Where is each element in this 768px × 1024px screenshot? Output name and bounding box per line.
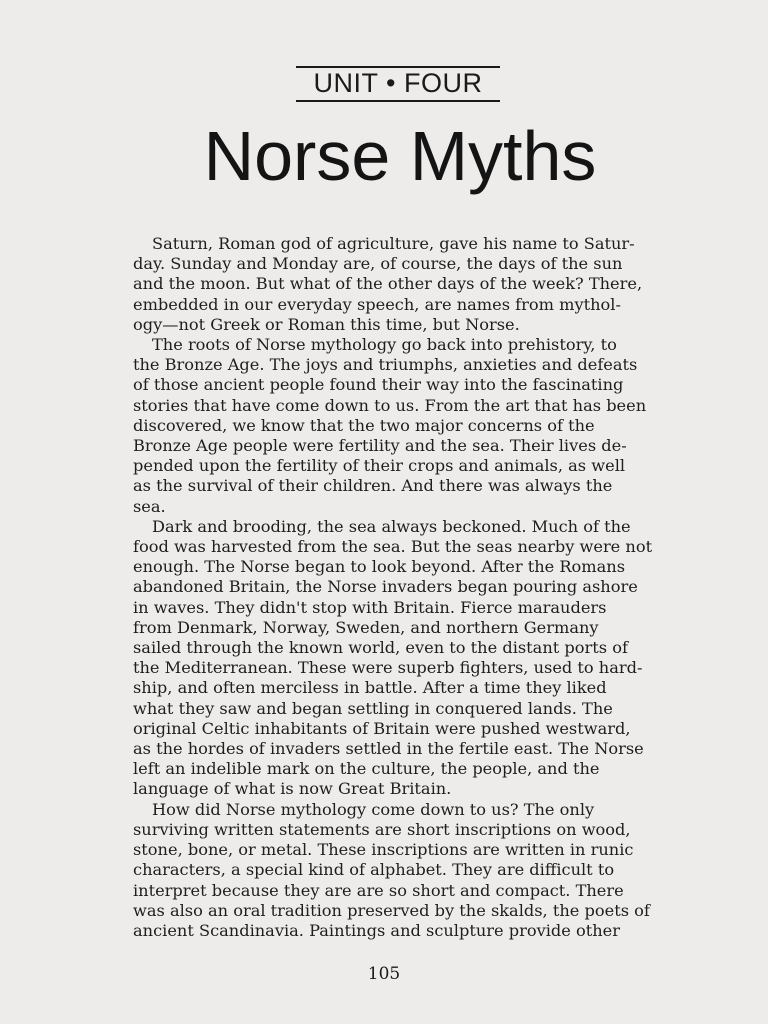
text-line: as the hordes of invaders settled in the fertile east. The Norse bbox=[133, 739, 644, 759]
text-line: and the moon. But what of the other days of the week? There, bbox=[133, 274, 643, 294]
text-line: language of what is now Great Britain. bbox=[133, 779, 452, 799]
text-line: what they saw and began settling in conquered lands. The bbox=[133, 698, 613, 718]
text-line: sea. bbox=[133, 496, 166, 516]
text-line: embedded in our everyday speech, are names from mythol- bbox=[133, 294, 621, 314]
text-line: as the survival of their children. And there was always the bbox=[133, 476, 613, 496]
text-line: abandoned Britain, the Norse invaders began pouring ashore bbox=[133, 577, 638, 597]
text-line: Saturn, Roman god of agriculture, gave his name to Satur- bbox=[152, 234, 635, 253]
text-line: The roots of Norse mythology go back into prehistory, to bbox=[152, 335, 617, 355]
text-line: pended upon the fertility of their crops and animals, as well bbox=[133, 456, 626, 476]
text-line: How did Norse mythology come down to us? The only bbox=[152, 799, 595, 819]
text-line: ogy—not Greek or Roman this time, but Norse. bbox=[133, 314, 520, 334]
text-line: the Mediterranean. These were superb fighters, used to hard- bbox=[133, 658, 643, 678]
text-line: the Bronze Age. The joys and triumphs, anxieties and defeats bbox=[133, 355, 638, 375]
text-line: ship, and often merciless in battle. After a time they liked bbox=[133, 678, 607, 698]
body-text bbox=[133, 234, 713, 941]
text-line: surviving written statements are short inscriptions on wood, bbox=[133, 819, 631, 839]
text-line: interpret because they are are so short and compact. There bbox=[133, 880, 624, 900]
text-line: stone, bone, or metal. These inscriptions are written in runic bbox=[133, 840, 634, 860]
text-line: ancient Scandinavia. Paintings and sculpture provide other bbox=[133, 920, 620, 940]
text-line: left an indelible mark on the culture, the people, and the bbox=[133, 759, 600, 779]
text-line: discovered, we know that the two major concerns of the bbox=[133, 415, 595, 435]
text-line: enough. The Norse began to look beyond. After the Romans bbox=[133, 557, 626, 577]
text-line: original Celtic inhabitants of Britain were pushed westward, bbox=[133, 718, 631, 738]
unit-rule-bottom bbox=[296, 100, 500, 102]
chapter-title: Norse Myths bbox=[203, 117, 597, 195]
unit-label: UNIT • FOUR bbox=[313, 68, 483, 98]
text-line: was also an oral tradition preserved by the skalds, the poets of bbox=[133, 900, 650, 920]
text-line: in waves. They didn't stop with Britain. Fierce marauders bbox=[133, 597, 607, 617]
text-line: sailed through the known world, even to the distant ports of bbox=[133, 638, 628, 658]
text-line: Dark and brooding, the sea always beckoned. Much of the bbox=[152, 516, 631, 536]
page-number: 105 bbox=[367, 964, 401, 984]
text-line: stories that have come down to us. From the art that has been bbox=[133, 395, 647, 415]
text-line: food was harvested from the sea. But the seas nearby were not bbox=[133, 537, 653, 557]
text-line: Bronze Age people were fertility and the sea. Their lives de- bbox=[133, 436, 627, 456]
text-line: characters, a special kind of alphabet. They are difficult to bbox=[133, 860, 615, 880]
text-line: day. Sunday and Monday are, of course, the days of the sun bbox=[133, 254, 623, 274]
text-line: from Denmark, Norway, Sweden, and northern Germany bbox=[133, 617, 599, 637]
text-line: of those ancient people found their way into the fascinating bbox=[133, 375, 624, 395]
